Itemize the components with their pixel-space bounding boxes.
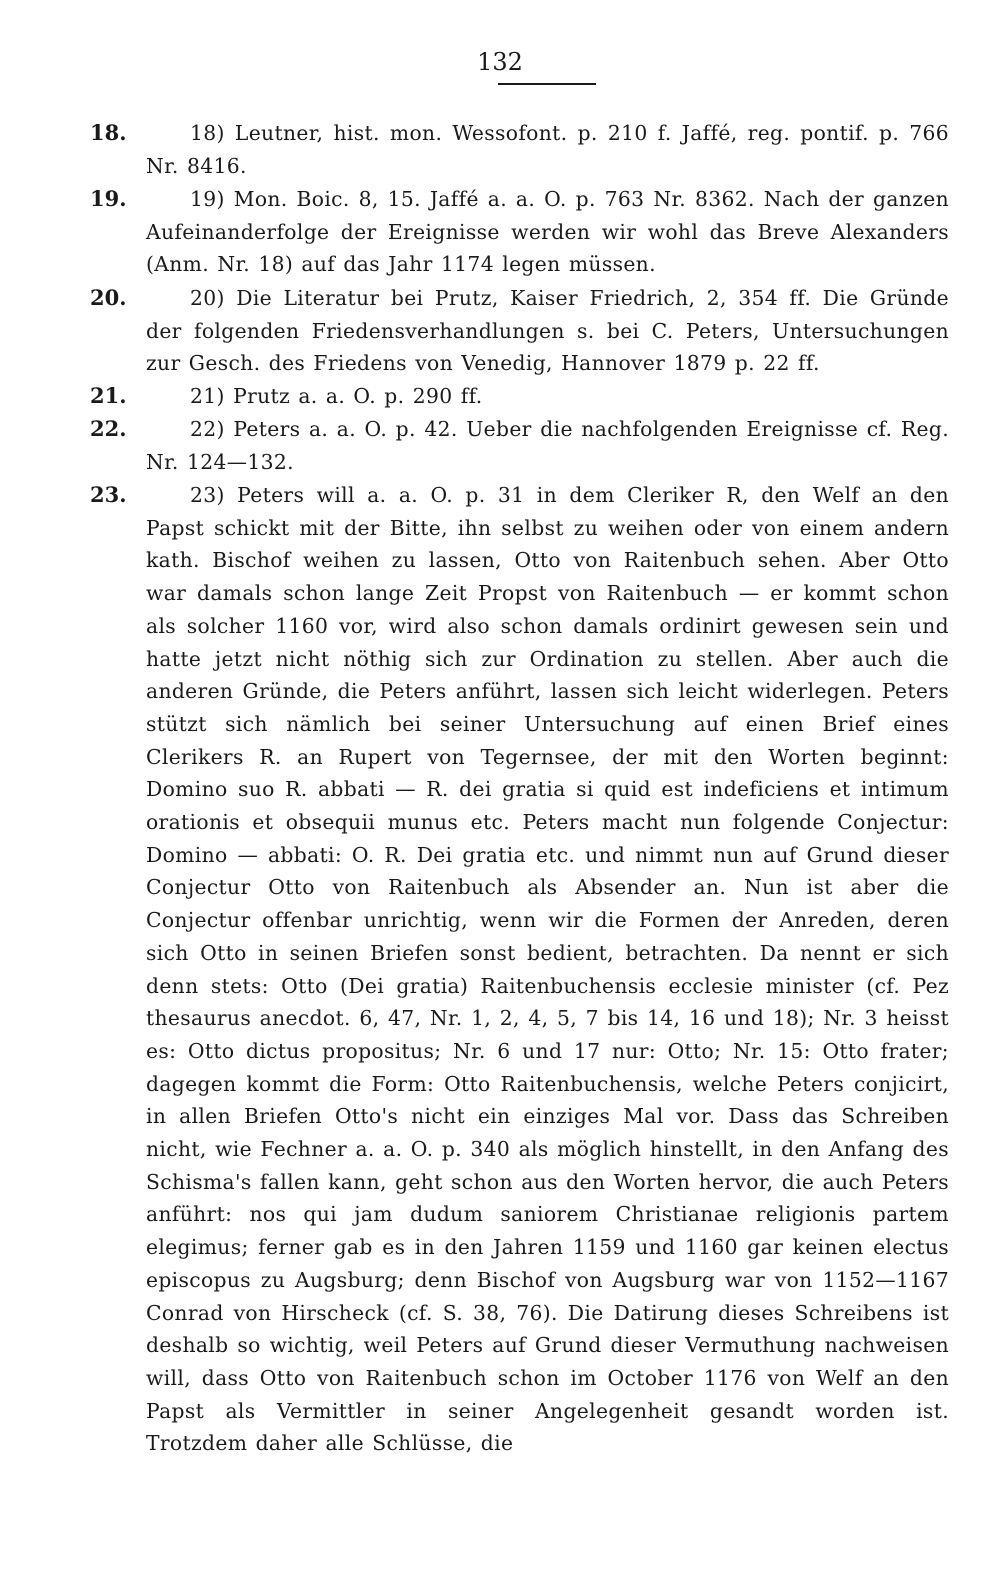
margin-number: 20. — [90, 285, 127, 310]
margin-number: 22. — [90, 416, 127, 441]
footnote-text: 18) Leutner, hist. mon. Wessofont. p. 210 f. Jaffé, reg. pontif. p. 766 Nr. 8416. — [146, 121, 949, 178]
margin-number: 23. — [90, 482, 127, 507]
footnote-text: 23) Peters will a. a. O. p. 31 in dem Cleriker R, den Welf an den Papst schickt mit der Bitte, ihn selbst zu weihen oder von einem andern kath. Bischof weihen zu lassen, Otto von Raitenbuch sehen. Aber Otto war damals schon lange Zeit Propst von Raitenbuch — er kommt schon als solcher 1160 vor, wird also schon damals ordinirt gewesen sein und hatte jetzt nicht nöthig sich zur Ordination zu stellen. Aber auch die anderen Gründe, die Peters anführt, lassen sich leicht widerlegen. Peters stützt sich nämlich bei seiner Untersuchung auf einen Brief eines Clerikers R. an Rupert von Tegernsee, der mit den Worten beginnt: Domino suo R. abbati — R. dei gratia si quid est indeficiens et intimum orationis et obsequii munus etc. Peters macht nun folgende Conjectur: Domino — abbati: O. R. Dei gratia etc. und nimmt nun auf Grund dieser Conjectur Otto von Raitenbuch als Absender an. Nun ist aber die Conjectur offenbar unrichtig, wenn wir die Formen der Anreden, deren sich Otto in seinen Briefen sonst bedient, betrachten. Da nennt er sich denn stets: Otto (Dei gratia) Raitenbuchensis ecclesie minister (cf. Pez thesaurus anecdot. 6, 47, Nr. 1, 2, 4, 5, 7 bis 14, 16 und 18); Nr. 3 heisst es: Otto dictus propositus; Nr. 6 und 17 nur: Otto; Nr. 15: Otto frater; dagegen kommt die Form: Otto Raitenbuchensis, welche Peters conjicirt, in allen Briefen Otto's nicht ein einziges Mal vor. Dass das Schreiben nicht, wie Fechner a. a. O. p. 340 als möglich hinstellt, in den Anfang des Schisma's fallen kann, geht schon aus den Worten hervor, die auch Peters anführt: nos qui jam dudum saniorem Christianae religionis partem elegimus; ferner gab es in den Jahren 1159 und 1160 gar keinen electus episcopus zu Augsburg; denn Bischof von Augsburg war von 1152—1167 Conrad von Hirscheck (cf. S. 38, 76). Die Datirung dieses Schreibens ist deshalb so wichtig, weil Peters auf Grund dieser Vermuthung nachweisen will, dass Otto von Raitenbuch schon im October 1176 von Welf an den Papst als Vermittler in seiner Angelegenheit gesandt worden ist. Trotzdem daher alle Schlüsse, die — [146, 483, 949, 1456]
footnote-text: 22) Peters a. a. O. p. 42. Ueber die nachfolgenden Ereignisse cf. Reg. Nr. 124—132. — [146, 417, 949, 474]
margin-number: 19. — [90, 186, 127, 211]
footnote-text: 20) Die Literatur bei Prutz, Kaiser Friedrich, 2, 354 ff. Die Gründe der folgenden Friedensverhandlungen s. bei C. Peters, Untersuchungen zur Gesch. des Friedens von Venedig, Hannover 1879 p. 22 ff. — [146, 286, 949, 376]
page-number-rule — [498, 83, 596, 85]
footnote-text: 21) Prutz a. a. O. p. 290 ff. — [190, 384, 483, 408]
margin-number: 21. — [90, 383, 127, 408]
page-number: 132 — [477, 48, 523, 76]
margin-number: 18. — [90, 120, 127, 145]
footnote-text: 19) Mon. Boic. 8, 15. Jaffé a. a. O. p. 763 Nr. 8362. Nach der ganzen Aufeinanderfolge der Ereignisse werden wir wohl das Breve Alexanders (Anm. Nr. 18) auf das Jahr 1174 legen müssen. — [146, 187, 949, 277]
